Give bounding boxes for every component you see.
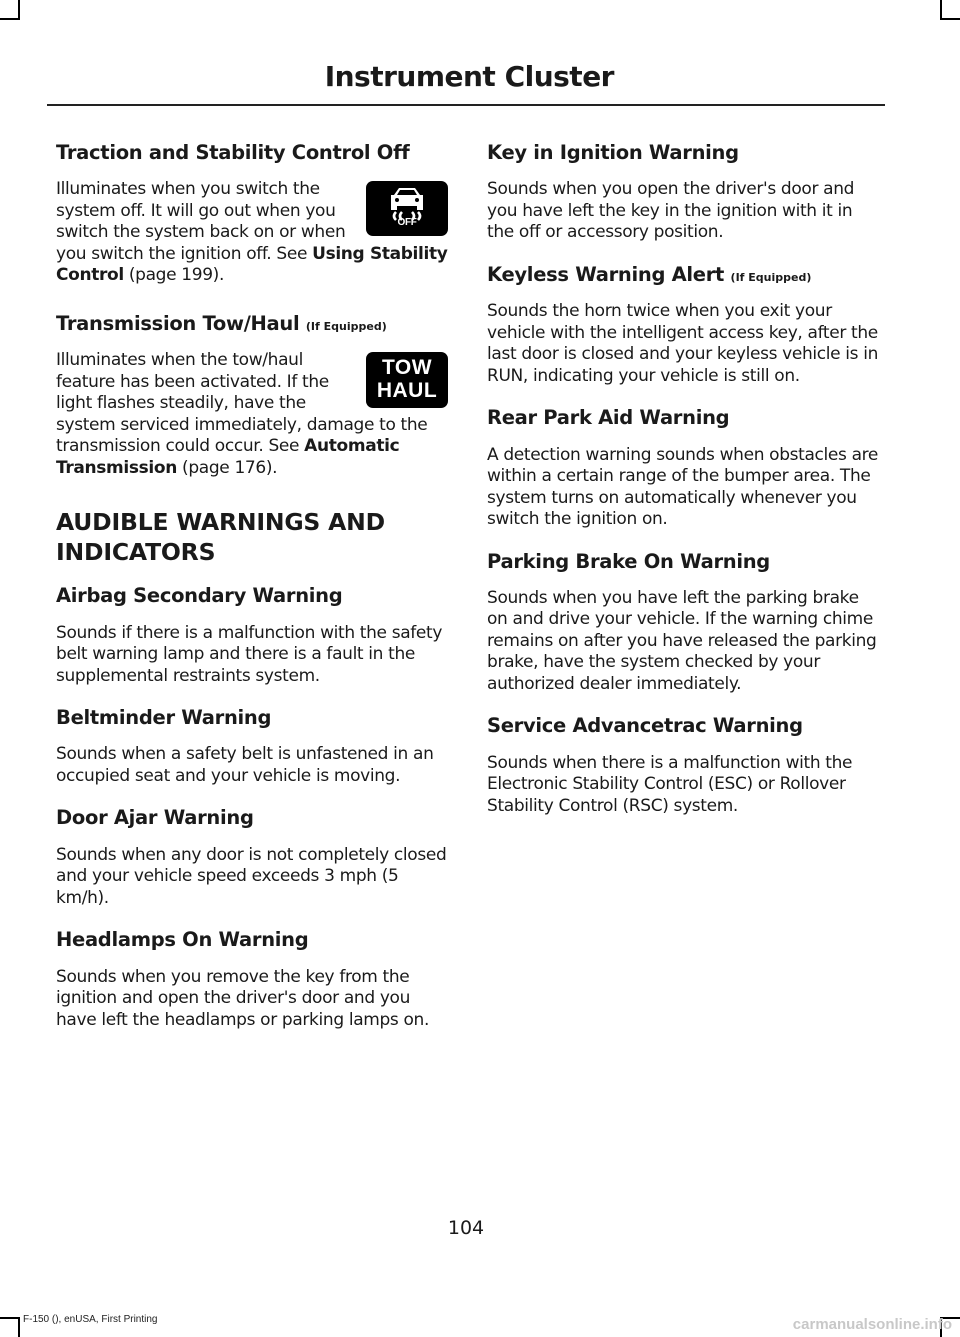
haul-label: HAUL (376, 379, 438, 403)
beltminder-text: Sounds when a safety belt is unfastened in an occupied seat and your vehicle is moving. (56, 744, 434, 786)
if-equipped-note: (If Equipped) (730, 270, 812, 284)
traction-control-off-icon (366, 181, 448, 236)
right-column (487, 140, 879, 835)
page-number: 104 (447, 1217, 485, 1239)
traction-page-ref: (page 199). (123, 265, 225, 286)
door-ajar-text: Sounds when any door is not completely closed and your vehicle speed exceeds 3 mph (5 km/h). (56, 844, 447, 908)
crop-mark (0, 1317, 18, 1319)
parking-brake-heading: Parking Brake On Warning (487, 549, 770, 573)
rear-park-text: A detection warning sounds when obstacles are within a certain range of the bumper area. The system turns on automatically whenever you switch the ignition on. (487, 444, 879, 530)
headlamps-heading: Headlamps On Warning (56, 928, 309, 952)
keyless-heading (487, 262, 879, 287)
crop-mark (18, 1317, 20, 1337)
traction-link[interactable]: Using Stability Control (56, 243, 448, 286)
header-divider (47, 104, 885, 106)
keyless-text: Sounds the horn twice when you exit your vehicle with the intelligent access key, after the last door is closed and your keyless vehicle is in RUN, indicating your vehicle is still on. (487, 301, 879, 386)
left-column (56, 140, 448, 1049)
headlamps-text: Sounds when you remove the key from the ignition and open the driver's door and you have left the headlamps or parking lamps on. (56, 966, 430, 1030)
crop-mark (18, 0, 20, 20)
section-title: AUDIBLE WARNINGS AND INDICATORS (56, 508, 385, 567)
traction-heading: Traction and Stability Control Off (56, 141, 410, 164)
tow-haul-icon (366, 352, 448, 408)
door-ajar-heading: Door Ajar Warning (56, 806, 254, 830)
rear-park-heading: Rear Park Aid Warning (487, 406, 730, 430)
tow-haul-text: Illuminates when the tow/haul feature has been activated. If the light flashes steadily, have the system serviced immediately, damage to the transmission could occur. See (56, 350, 428, 457)
advancetrac-text: Sounds when there is a malfunction with the Electronic Stability Control (ESC) or Rollover Stability Control (RSC) system. (487, 752, 853, 816)
page-title: Instrument Cluster (324, 60, 614, 93)
edition-info: F-150 (), enUSA, First Printing (23, 1314, 158, 1325)
parking-brake-text: Sounds when you have left the parking brake on and drive your vehicle. If the warning chime remains on after you have released the parking brake, have the system checked by your authorized dealer immediately. (487, 587, 877, 694)
traction-paragraph (56, 179, 448, 287)
key-ignition-text: Sounds when you open the driver's door and you have left the key in the ignition with it in the off or accessory position. (487, 179, 855, 243)
tow-haul-link[interactable]: Automatic Transmission (56, 436, 400, 478)
tow-label: TOW (381, 356, 433, 380)
tow-haul-icon-text (366, 356, 448, 402)
crop-mark (940, 0, 942, 20)
keyless-heading-text: Keyless Warning Alert (487, 262, 725, 286)
key-ignition-heading: Key in Ignition Warning (487, 141, 739, 164)
crop-mark (942, 18, 960, 20)
off-label: OFF (397, 216, 417, 228)
advancetrac-heading: Service Advancetrac Warning (487, 714, 803, 738)
tow-haul-heading (56, 311, 448, 336)
tow-haul-page-ref: (page 176). (177, 457, 278, 478)
crop-mark (0, 18, 18, 20)
traction-text: Illuminates when you switch the system off. It will go out when you switch the system back on or when you switch the ignition off. See (56, 179, 346, 264)
tow-haul-paragraph (56, 350, 448, 479)
airbag-heading: Airbag Secondary Warning (56, 584, 343, 608)
if-equipped-note: (If Equipped) (305, 319, 387, 333)
watermark: carmanualsonline.info (792, 1316, 952, 1333)
beltminder-heading: Beltminder Warning (56, 706, 272, 730)
tow-haul-heading-text: Transmission Tow/Haul (56, 311, 300, 335)
airbag-text: Sounds if there is a malfunction with the safety belt warning lamp and there is a fault in the supplemental restraints system. (56, 622, 443, 686)
